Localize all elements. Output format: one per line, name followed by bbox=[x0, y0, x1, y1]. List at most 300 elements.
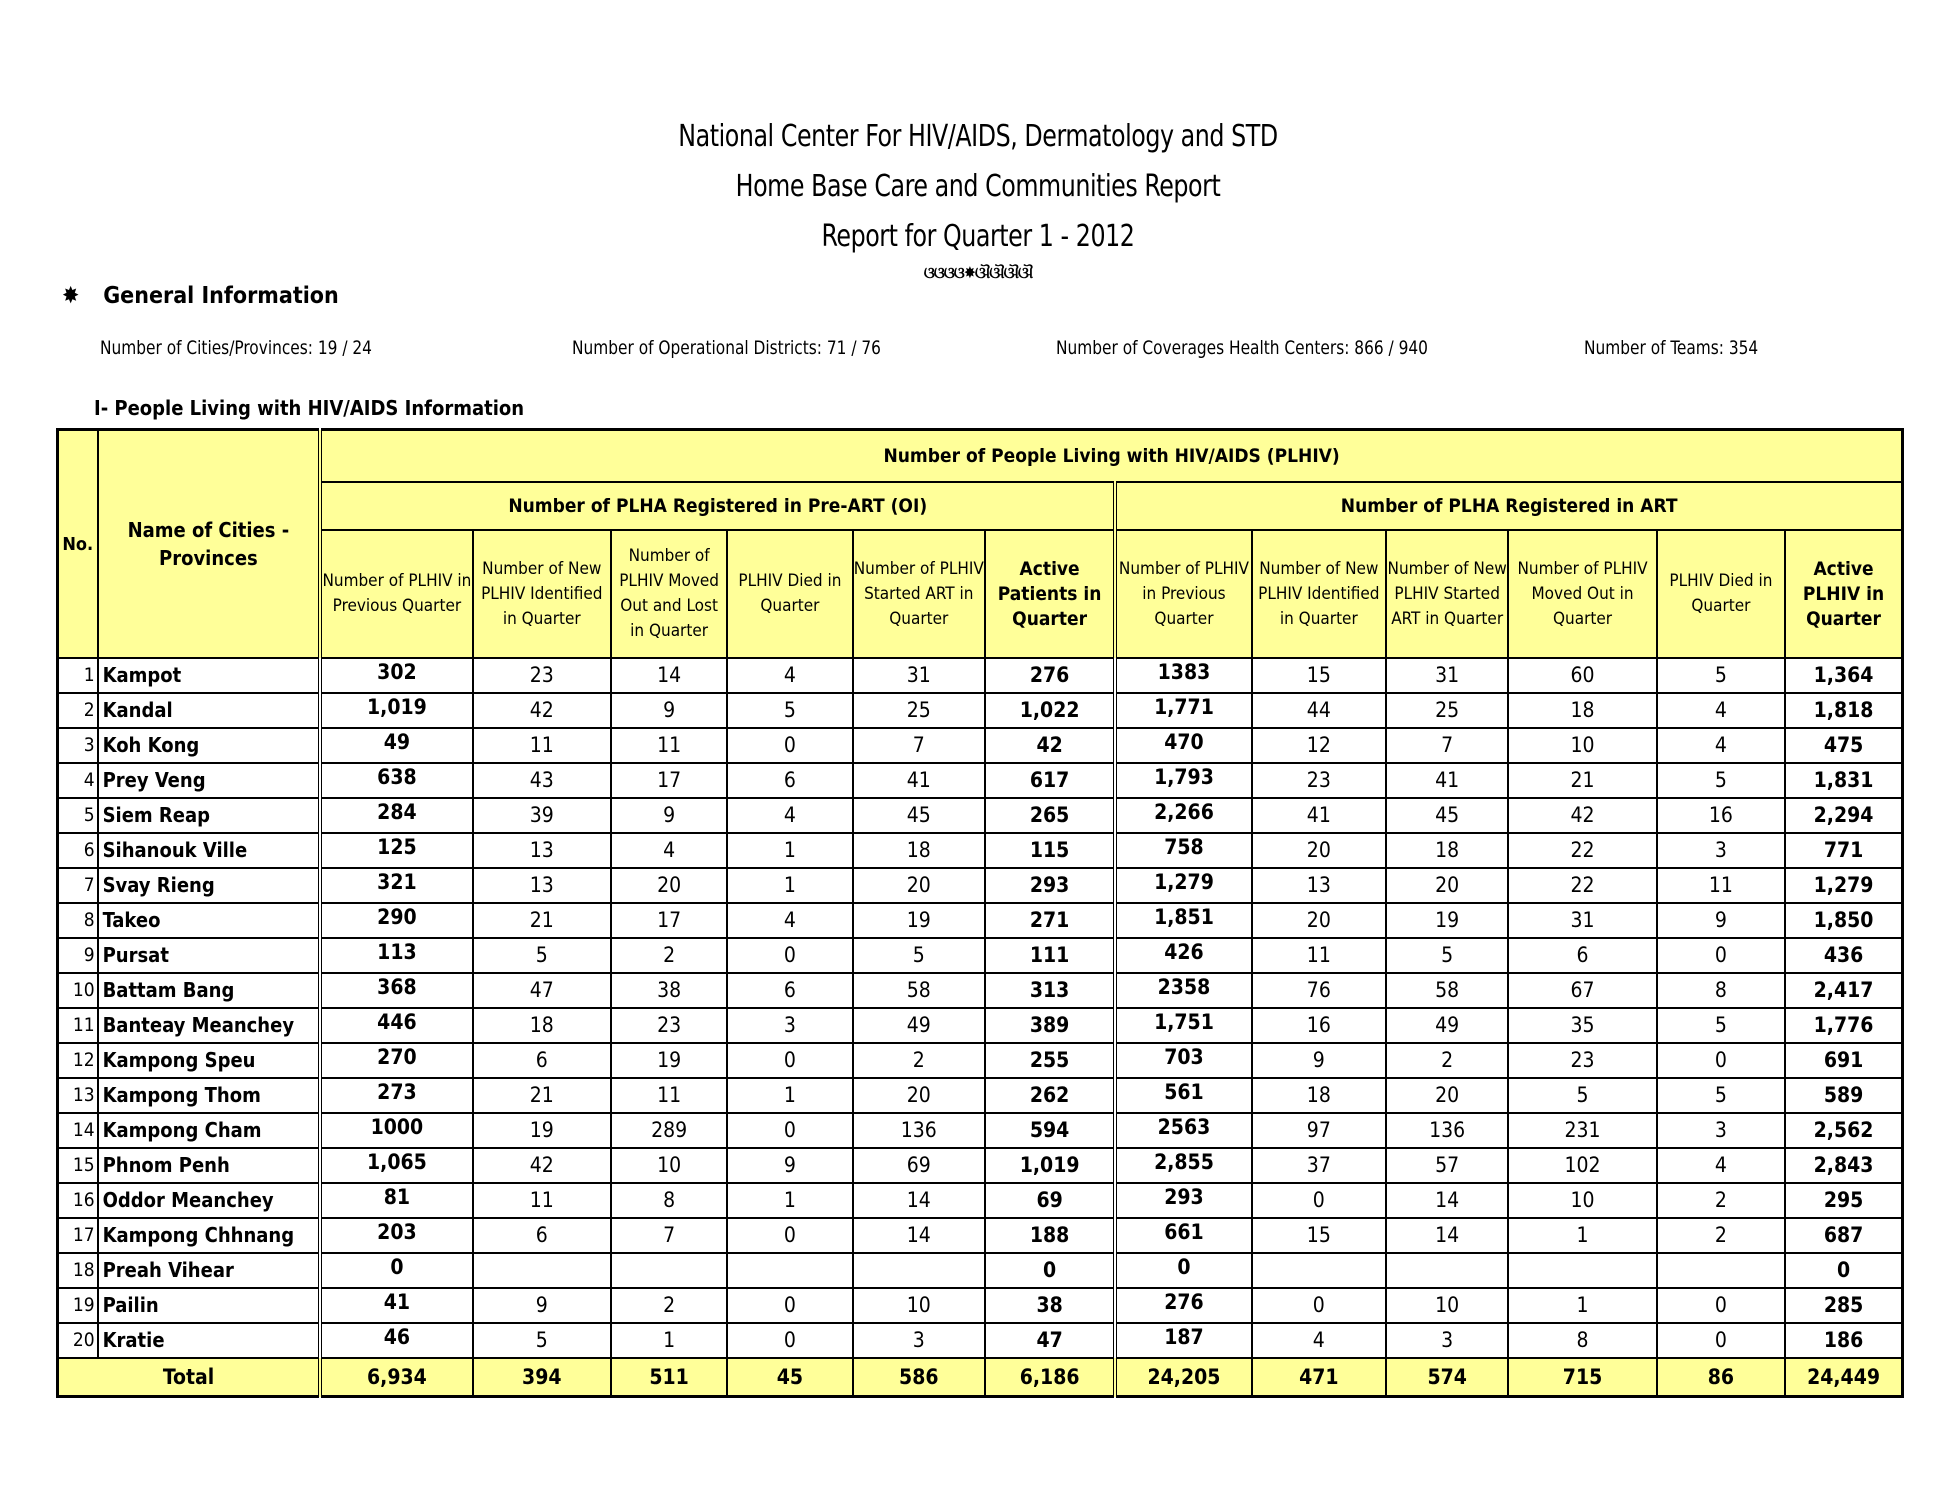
data-cell: 20 bbox=[853, 1078, 985, 1113]
data-cell: 1,065 bbox=[320, 1148, 472, 1183]
data-cell: 6 bbox=[727, 973, 852, 1008]
data-cell: 262 bbox=[985, 1078, 1115, 1113]
data-cell: 18 bbox=[1252, 1078, 1386, 1113]
data-cell: 1 bbox=[611, 1323, 727, 1358]
data-cell: 271 bbox=[985, 903, 1115, 938]
data-cell: 4 bbox=[727, 798, 852, 833]
data-cell: 14 bbox=[611, 658, 727, 693]
total-cell: 24,449 bbox=[1785, 1358, 1902, 1397]
data-cell bbox=[611, 1253, 727, 1288]
data-cell: 136 bbox=[1386, 1113, 1508, 1148]
data-cell: 49 bbox=[853, 1008, 985, 1043]
data-cell: 15 bbox=[1252, 658, 1386, 693]
province-name: Sihanouk Ville bbox=[98, 833, 321, 868]
data-cell: 23 bbox=[1508, 1043, 1656, 1078]
data-cell: 23 bbox=[611, 1008, 727, 1043]
data-cell: 22 bbox=[1508, 833, 1656, 868]
data-cell: 11 bbox=[473, 728, 611, 763]
total-cell: 715 bbox=[1508, 1358, 1656, 1397]
province-name: Koh Kong bbox=[98, 728, 321, 763]
table-row bbox=[58, 763, 1903, 798]
data-cell: 4 bbox=[1657, 693, 1785, 728]
data-cell: 0 bbox=[727, 1113, 852, 1148]
total-cell: 574 bbox=[1386, 1358, 1508, 1397]
group-header-pre-art: Number of PLHA Registered in Pre-ART (OI) bbox=[320, 482, 1115, 530]
row-number: 4 bbox=[58, 763, 98, 798]
data-cell: 41 bbox=[853, 763, 985, 798]
data-cell: 12 bbox=[1252, 728, 1386, 763]
data-cell: 15 bbox=[1252, 1218, 1386, 1253]
ornament-divider-icon: ଓଓଓଓ✸ଔଔଔଔ bbox=[923, 263, 1033, 282]
province-name: Kratie bbox=[98, 1323, 321, 1358]
table-row bbox=[58, 693, 1903, 728]
data-cell: 446 bbox=[320, 1008, 472, 1043]
data-cell: 76 bbox=[1252, 973, 1386, 1008]
province-name: Siem Reap bbox=[98, 798, 321, 833]
data-cell: 368 bbox=[320, 973, 472, 1008]
province-name: Kampong Chhnang bbox=[98, 1218, 321, 1253]
total-cell: 6,934 bbox=[320, 1358, 472, 1397]
col-header-pre-art-prev: Number of PLHIV in Previous Quarter bbox=[320, 530, 472, 658]
data-cell: 0 bbox=[1252, 1288, 1386, 1323]
data-cell: 42 bbox=[473, 693, 611, 728]
data-cell: 0 bbox=[1657, 1288, 1785, 1323]
data-cell: 23 bbox=[1252, 763, 1386, 798]
data-cell: 6 bbox=[727, 763, 852, 798]
data-cell: 35 bbox=[1508, 1008, 1656, 1043]
data-cell: 19 bbox=[1386, 903, 1508, 938]
data-cell: 22 bbox=[1508, 868, 1656, 903]
row-number: 3 bbox=[58, 728, 98, 763]
group-header-art: Number of PLHA Registered in ART bbox=[1115, 482, 1902, 530]
data-cell: 661 bbox=[1115, 1218, 1251, 1253]
row-number: 18 bbox=[58, 1253, 98, 1288]
data-cell: 687 bbox=[1785, 1218, 1902, 1253]
data-cell: 18 bbox=[1508, 693, 1656, 728]
data-cell: 11 bbox=[1657, 868, 1785, 903]
data-cell: 758 bbox=[1115, 833, 1251, 868]
province-name: Pailin bbox=[98, 1288, 321, 1323]
data-cell: 58 bbox=[1386, 973, 1508, 1008]
data-cell: 276 bbox=[1115, 1288, 1251, 1323]
data-cell: 5 bbox=[473, 1323, 611, 1358]
data-cell: 37 bbox=[1252, 1148, 1386, 1183]
data-cell: 1,019 bbox=[320, 693, 472, 728]
general-info-heading bbox=[62, 283, 339, 309]
table-row bbox=[58, 1043, 1903, 1078]
data-cell: 3 bbox=[1657, 1113, 1785, 1148]
province-name: Banteay Meanchey bbox=[98, 1008, 321, 1043]
data-cell: 17 bbox=[611, 903, 727, 938]
data-cell: 5 bbox=[1657, 763, 1785, 798]
province-name: Kampot bbox=[98, 658, 321, 693]
table-row bbox=[58, 658, 1903, 693]
row-number: 20 bbox=[58, 1323, 98, 1358]
data-cell: 60 bbox=[1508, 658, 1656, 693]
data-cell: 47 bbox=[985, 1323, 1115, 1358]
data-cell: 1000 bbox=[320, 1113, 472, 1148]
data-cell: 7 bbox=[853, 728, 985, 763]
data-cell: 5 bbox=[727, 693, 852, 728]
table-row bbox=[58, 728, 1903, 763]
data-cell: 589 bbox=[1785, 1078, 1902, 1113]
col-header-pre-art-new: Number of New PLHIV Identified in Quarter bbox=[473, 530, 611, 658]
province-name: Preah Vihear bbox=[98, 1253, 321, 1288]
data-cell: 1,776 bbox=[1785, 1008, 1902, 1043]
data-cell: 389 bbox=[985, 1008, 1115, 1043]
stat-operational-districts: Number of Operational Districts: 71 / 76 bbox=[572, 337, 881, 359]
star-bullet-icon: ✸ bbox=[62, 283, 80, 309]
col-header-name: Name of Cities - Provinces bbox=[98, 430, 321, 659]
data-cell: 1,831 bbox=[1785, 763, 1902, 798]
data-cell: 19 bbox=[853, 903, 985, 938]
data-cell bbox=[1657, 1253, 1785, 1288]
data-cell: 19 bbox=[611, 1043, 727, 1078]
data-cell: 113 bbox=[320, 938, 472, 973]
data-cell: 1,022 bbox=[985, 693, 1115, 728]
row-number: 12 bbox=[58, 1043, 98, 1078]
data-cell: 4 bbox=[727, 903, 852, 938]
data-cell: 8 bbox=[1508, 1323, 1656, 1358]
data-cell: 38 bbox=[611, 973, 727, 1008]
report-header bbox=[0, 112, 1956, 284]
table-row bbox=[58, 1253, 1903, 1288]
province-name: Kampong Cham bbox=[98, 1113, 321, 1148]
row-number: 14 bbox=[58, 1113, 98, 1148]
data-cell: 9 bbox=[473, 1288, 611, 1323]
data-cell: 49 bbox=[1386, 1008, 1508, 1043]
data-cell: 321 bbox=[320, 868, 472, 903]
table-row bbox=[58, 1113, 1903, 1148]
row-number: 8 bbox=[58, 903, 98, 938]
data-cell: 0 bbox=[727, 938, 852, 973]
data-cell: 276 bbox=[985, 658, 1115, 693]
data-cell: 2,266 bbox=[1115, 798, 1251, 833]
data-cell: 20 bbox=[1386, 868, 1508, 903]
table-row bbox=[58, 1078, 1903, 1113]
data-cell: 1,751 bbox=[1115, 1008, 1251, 1043]
data-cell: 21 bbox=[473, 903, 611, 938]
data-cell: 39 bbox=[473, 798, 611, 833]
data-cell: 136 bbox=[853, 1113, 985, 1148]
data-cell bbox=[727, 1253, 852, 1288]
data-cell: 18 bbox=[1386, 833, 1508, 868]
data-cell: 115 bbox=[985, 833, 1115, 868]
row-number: 13 bbox=[58, 1078, 98, 1113]
data-cell: 21 bbox=[473, 1078, 611, 1113]
data-cell: 0 bbox=[320, 1253, 472, 1288]
data-cell: 44 bbox=[1252, 693, 1386, 728]
data-cell: 10 bbox=[1508, 1183, 1656, 1218]
data-cell: 436 bbox=[1785, 938, 1902, 973]
data-cell: 5 bbox=[1657, 1008, 1785, 1043]
col-header-art-active: Active PLHIV in Quarter bbox=[1785, 530, 1902, 658]
data-cell: 2 bbox=[1386, 1043, 1508, 1078]
data-cell: 4 bbox=[727, 658, 852, 693]
data-cell: 284 bbox=[320, 798, 472, 833]
data-cell: 3 bbox=[1386, 1323, 1508, 1358]
data-cell: 6 bbox=[1508, 938, 1656, 973]
data-cell: 38 bbox=[985, 1288, 1115, 1323]
data-cell: 46 bbox=[320, 1323, 472, 1358]
table-row bbox=[58, 938, 1903, 973]
data-cell: 13 bbox=[473, 868, 611, 903]
table-row bbox=[58, 1148, 1903, 1183]
table-row bbox=[58, 1183, 1903, 1218]
data-cell bbox=[473, 1253, 611, 1288]
data-cell: 771 bbox=[1785, 833, 1902, 868]
data-cell: 20 bbox=[1386, 1078, 1508, 1113]
table-row bbox=[58, 1323, 1903, 1358]
general-info-title: General Information bbox=[103, 283, 339, 309]
data-cell: 295 bbox=[1785, 1183, 1902, 1218]
province-name: Kampong Thom bbox=[98, 1078, 321, 1113]
data-cell: 313 bbox=[985, 973, 1115, 1008]
stat-teams: Number of Teams: 354 bbox=[1584, 337, 1759, 359]
data-cell: 1,364 bbox=[1785, 658, 1902, 693]
row-number: 5 bbox=[58, 798, 98, 833]
row-number: 17 bbox=[58, 1218, 98, 1253]
data-cell: 265 bbox=[985, 798, 1115, 833]
data-cell: 1 bbox=[1508, 1288, 1656, 1323]
data-cell: 10 bbox=[1386, 1288, 1508, 1323]
col-header-no: No. bbox=[58, 430, 98, 659]
data-cell: 125 bbox=[320, 833, 472, 868]
col-header-art-died: PLHIV Died in Quarter bbox=[1657, 530, 1785, 658]
data-cell: 14 bbox=[1386, 1183, 1508, 1218]
data-cell: 1,850 bbox=[1785, 903, 1902, 938]
plhiv-table bbox=[56, 428, 1904, 1398]
data-cell: 11 bbox=[1252, 938, 1386, 973]
data-cell: 1,019 bbox=[985, 1148, 1115, 1183]
data-cell: 9 bbox=[1657, 903, 1785, 938]
data-cell: 111 bbox=[985, 938, 1115, 973]
total-cell: 45 bbox=[727, 1358, 852, 1397]
data-cell: 69 bbox=[985, 1183, 1115, 1218]
data-cell: 293 bbox=[1115, 1183, 1251, 1218]
data-cell: 8 bbox=[611, 1183, 727, 1218]
data-cell: 97 bbox=[1252, 1113, 1386, 1148]
data-cell: 1 bbox=[727, 833, 852, 868]
data-cell: 188 bbox=[985, 1218, 1115, 1253]
data-cell: 9 bbox=[727, 1148, 852, 1183]
total-label: Total bbox=[58, 1358, 321, 1397]
table-row bbox=[58, 1008, 1903, 1043]
stat-cities-provinces: Number of Cities/Provinces: 19 / 24 bbox=[100, 337, 372, 359]
data-cell: 4 bbox=[1657, 728, 1785, 763]
data-cell: 1 bbox=[1508, 1218, 1656, 1253]
col-header-pre-art-moved-lost: Number of PLHIV Moved Out and Lost in Quarter bbox=[611, 530, 727, 658]
data-cell: 14 bbox=[853, 1218, 985, 1253]
data-cell: 2563 bbox=[1115, 1113, 1251, 1148]
data-cell: 270 bbox=[320, 1043, 472, 1078]
data-cell: 10 bbox=[1508, 728, 1656, 763]
total-cell: 394 bbox=[473, 1358, 611, 1397]
data-cell: 0 bbox=[727, 1288, 852, 1323]
data-cell: 2 bbox=[611, 938, 727, 973]
row-number: 11 bbox=[58, 1008, 98, 1043]
data-cell: 703 bbox=[1115, 1043, 1251, 1078]
data-cell: 5 bbox=[473, 938, 611, 973]
data-cell: 3 bbox=[727, 1008, 852, 1043]
data-cell: 290 bbox=[320, 903, 472, 938]
data-cell: 2,562 bbox=[1785, 1113, 1902, 1148]
data-cell: 45 bbox=[1386, 798, 1508, 833]
province-name: Prey Veng bbox=[98, 763, 321, 798]
data-cell: 0 bbox=[727, 1218, 852, 1253]
data-cell: 25 bbox=[1386, 693, 1508, 728]
data-cell: 0 bbox=[985, 1253, 1115, 1288]
data-cell: 5 bbox=[853, 938, 985, 973]
report-title-name: Home Base Care and Communities Report bbox=[735, 169, 1221, 204]
data-cell: 16 bbox=[1657, 798, 1785, 833]
data-cell: 0 bbox=[727, 1043, 852, 1078]
data-cell: 49 bbox=[320, 728, 472, 763]
data-cell: 0 bbox=[727, 1323, 852, 1358]
total-row bbox=[58, 1358, 1903, 1397]
data-cell: 231 bbox=[1508, 1113, 1656, 1148]
table-row bbox=[58, 973, 1903, 1008]
table-row bbox=[58, 868, 1903, 903]
table-row bbox=[58, 833, 1903, 868]
data-cell: 6 bbox=[473, 1218, 611, 1253]
data-cell: 23 bbox=[473, 658, 611, 693]
province-name: Kandal bbox=[98, 693, 321, 728]
data-cell: 2,294 bbox=[1785, 798, 1902, 833]
data-cell: 14 bbox=[853, 1183, 985, 1218]
data-cell bbox=[1386, 1253, 1508, 1288]
data-cell: 18 bbox=[853, 833, 985, 868]
data-cell: 11 bbox=[611, 1078, 727, 1113]
data-cell: 19 bbox=[473, 1113, 611, 1148]
data-cell: 638 bbox=[320, 763, 472, 798]
data-cell: 187 bbox=[1115, 1323, 1251, 1358]
data-cell: 8 bbox=[1657, 973, 1785, 1008]
province-name: Kampong Speu bbox=[98, 1043, 321, 1078]
data-cell: 203 bbox=[320, 1218, 472, 1253]
data-cell: 102 bbox=[1508, 1148, 1656, 1183]
data-cell: 617 bbox=[985, 763, 1115, 798]
data-cell bbox=[853, 1253, 985, 1288]
data-cell: 1,851 bbox=[1115, 903, 1251, 938]
data-cell: 285 bbox=[1785, 1288, 1902, 1323]
data-cell: 691 bbox=[1785, 1043, 1902, 1078]
data-cell: 10 bbox=[853, 1288, 985, 1323]
data-cell: 5 bbox=[1657, 658, 1785, 693]
group-header-plhiv: Number of People Living with HIV/AIDS (PLHIV) bbox=[320, 430, 1902, 483]
col-header-art-prev: Number of PLHIV in Previous Quarter bbox=[1115, 530, 1251, 658]
data-cell: 13 bbox=[473, 833, 611, 868]
data-cell bbox=[1508, 1253, 1656, 1288]
data-cell: 21 bbox=[1508, 763, 1656, 798]
data-cell: 5 bbox=[1386, 938, 1508, 973]
data-cell: 20 bbox=[853, 868, 985, 903]
data-cell: 20 bbox=[1252, 903, 1386, 938]
data-cell: 11 bbox=[611, 728, 727, 763]
data-cell: 81 bbox=[320, 1183, 472, 1218]
row-number: 2 bbox=[58, 693, 98, 728]
data-cell: 0 bbox=[1657, 1043, 1785, 1078]
data-cell: 7 bbox=[1386, 728, 1508, 763]
data-cell: 0 bbox=[1657, 938, 1785, 973]
data-cell: 2 bbox=[1657, 1218, 1785, 1253]
data-cell: 57 bbox=[1386, 1148, 1508, 1183]
data-cell: 2 bbox=[611, 1288, 727, 1323]
province-name: Phnom Penh bbox=[98, 1148, 321, 1183]
data-cell: 42 bbox=[985, 728, 1115, 763]
data-cell: 1,279 bbox=[1785, 868, 1902, 903]
data-cell: 0 bbox=[1785, 1253, 1902, 1288]
data-cell: 18 bbox=[473, 1008, 611, 1043]
data-cell: 1,771 bbox=[1115, 693, 1251, 728]
row-number: 9 bbox=[58, 938, 98, 973]
total-cell: 511 bbox=[611, 1358, 727, 1397]
col-header-pre-art-active: Active Patients in Quarter bbox=[985, 530, 1115, 658]
data-cell: 1 bbox=[727, 868, 852, 903]
data-cell: 475 bbox=[1785, 728, 1902, 763]
total-cell: 586 bbox=[853, 1358, 985, 1397]
data-cell: 41 bbox=[1252, 798, 1386, 833]
data-cell: 4 bbox=[1657, 1148, 1785, 1183]
data-cell: 67 bbox=[1508, 973, 1656, 1008]
data-cell: 470 bbox=[1115, 728, 1251, 763]
data-cell: 9 bbox=[611, 798, 727, 833]
data-cell: 289 bbox=[611, 1113, 727, 1148]
data-cell: 302 bbox=[320, 658, 472, 693]
data-cell: 5 bbox=[1508, 1078, 1656, 1113]
data-cell: 2,855 bbox=[1115, 1148, 1251, 1183]
data-cell: 69 bbox=[853, 1148, 985, 1183]
row-number: 15 bbox=[58, 1148, 98, 1183]
col-header-art-started: Number of New PLHIV Started ART in Quarter bbox=[1386, 530, 1508, 658]
data-cell: 43 bbox=[473, 763, 611, 798]
data-cell: 1 bbox=[727, 1078, 852, 1113]
row-number: 10 bbox=[58, 973, 98, 1008]
col-header-art-new: Number of New PLHIV Identified in Quarter bbox=[1252, 530, 1386, 658]
data-cell: 58 bbox=[853, 973, 985, 1008]
data-cell: 17 bbox=[611, 763, 727, 798]
data-cell: 11 bbox=[473, 1183, 611, 1218]
data-cell: 255 bbox=[985, 1043, 1115, 1078]
data-cell: 3 bbox=[1657, 833, 1785, 868]
data-cell: 13 bbox=[1252, 868, 1386, 903]
data-cell: 2 bbox=[1657, 1183, 1785, 1218]
data-cell: 1 bbox=[727, 1183, 852, 1218]
report-title-period: Report for Quarter 1 - 2012 bbox=[821, 219, 1135, 254]
data-cell: 20 bbox=[1252, 833, 1386, 868]
data-cell: 0 bbox=[1252, 1183, 1386, 1218]
data-cell: 1383 bbox=[1115, 658, 1251, 693]
data-cell: 2 bbox=[853, 1043, 985, 1078]
data-cell: 7 bbox=[611, 1218, 727, 1253]
province-name: Pursat bbox=[98, 938, 321, 973]
total-cell: 86 bbox=[1657, 1358, 1785, 1397]
data-cell: 293 bbox=[985, 868, 1115, 903]
province-name: Battam Bang bbox=[98, 973, 321, 1008]
total-cell: 24,205 bbox=[1115, 1358, 1251, 1397]
data-cell: 426 bbox=[1115, 938, 1251, 973]
table-row bbox=[58, 1288, 1903, 1323]
data-cell: 45 bbox=[853, 798, 985, 833]
data-cell: 2358 bbox=[1115, 973, 1251, 1008]
table-row bbox=[58, 1218, 1903, 1253]
data-cell: 1,818 bbox=[1785, 693, 1902, 728]
data-cell: 2,843 bbox=[1785, 1148, 1902, 1183]
data-cell: 41 bbox=[320, 1288, 472, 1323]
row-number: 1 bbox=[58, 658, 98, 693]
province-name: Svay Rieng bbox=[98, 868, 321, 903]
data-cell: 0 bbox=[1657, 1323, 1785, 1358]
